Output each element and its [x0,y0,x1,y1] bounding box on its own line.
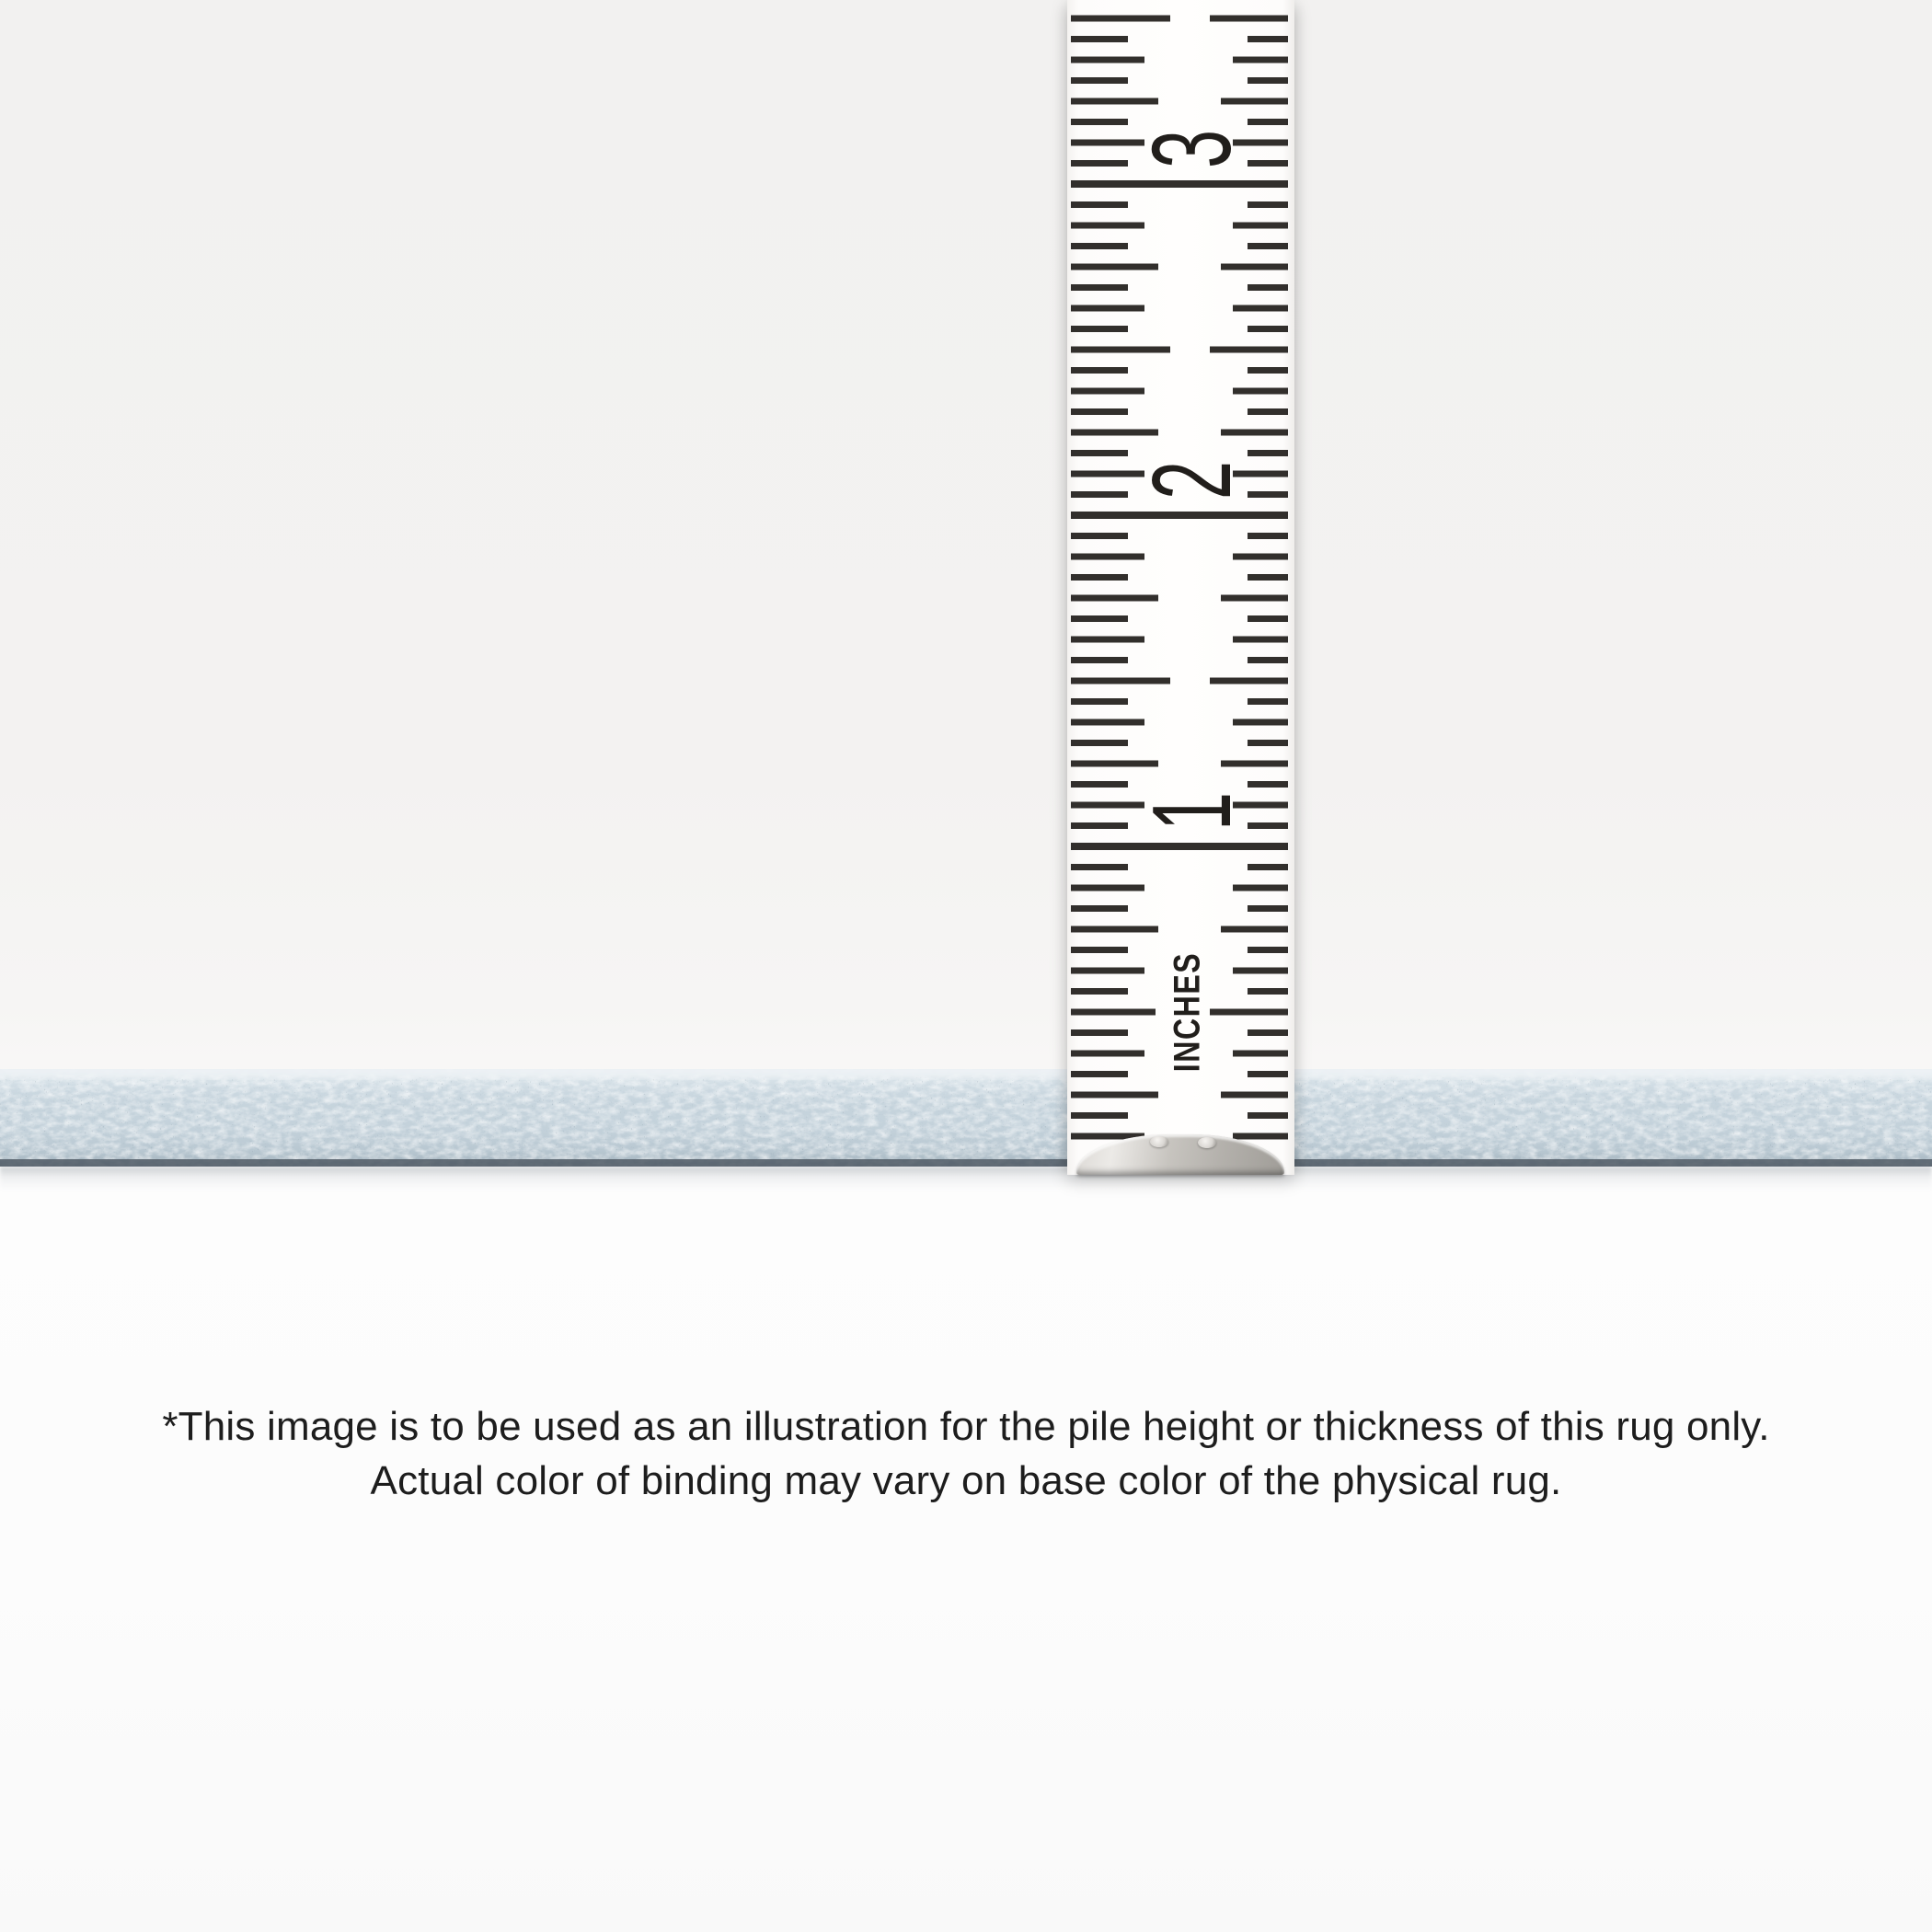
rivet-icon [1198,1137,1216,1148]
rug-cross-section [0,1069,1932,1167]
rug-top-fringe [0,1069,1932,1078]
ruler-number-3: 3 [1129,129,1254,169]
ruler-number-1: 1 [1129,791,1254,832]
ruler-unit-label: INCHES [1167,951,1208,1073]
tape-measure [1067,0,1294,1175]
rug-floor-shadow [0,1167,1932,1190]
disclaimer-line-2: Actual color of binding may vary on base color of the physical rug. [370,1458,1562,1503]
rug-texture [0,1069,1932,1167]
disclaimer-line-1: *This image is to be used as an illustration for the pile height or thickness of this rug only. [162,1404,1770,1449]
ruler-number-2: 2 [1129,460,1254,500]
rug-bottom-edge [0,1159,1932,1167]
rivet-icon [1150,1136,1168,1147]
disclaimer-caption [0,1399,1932,1508]
